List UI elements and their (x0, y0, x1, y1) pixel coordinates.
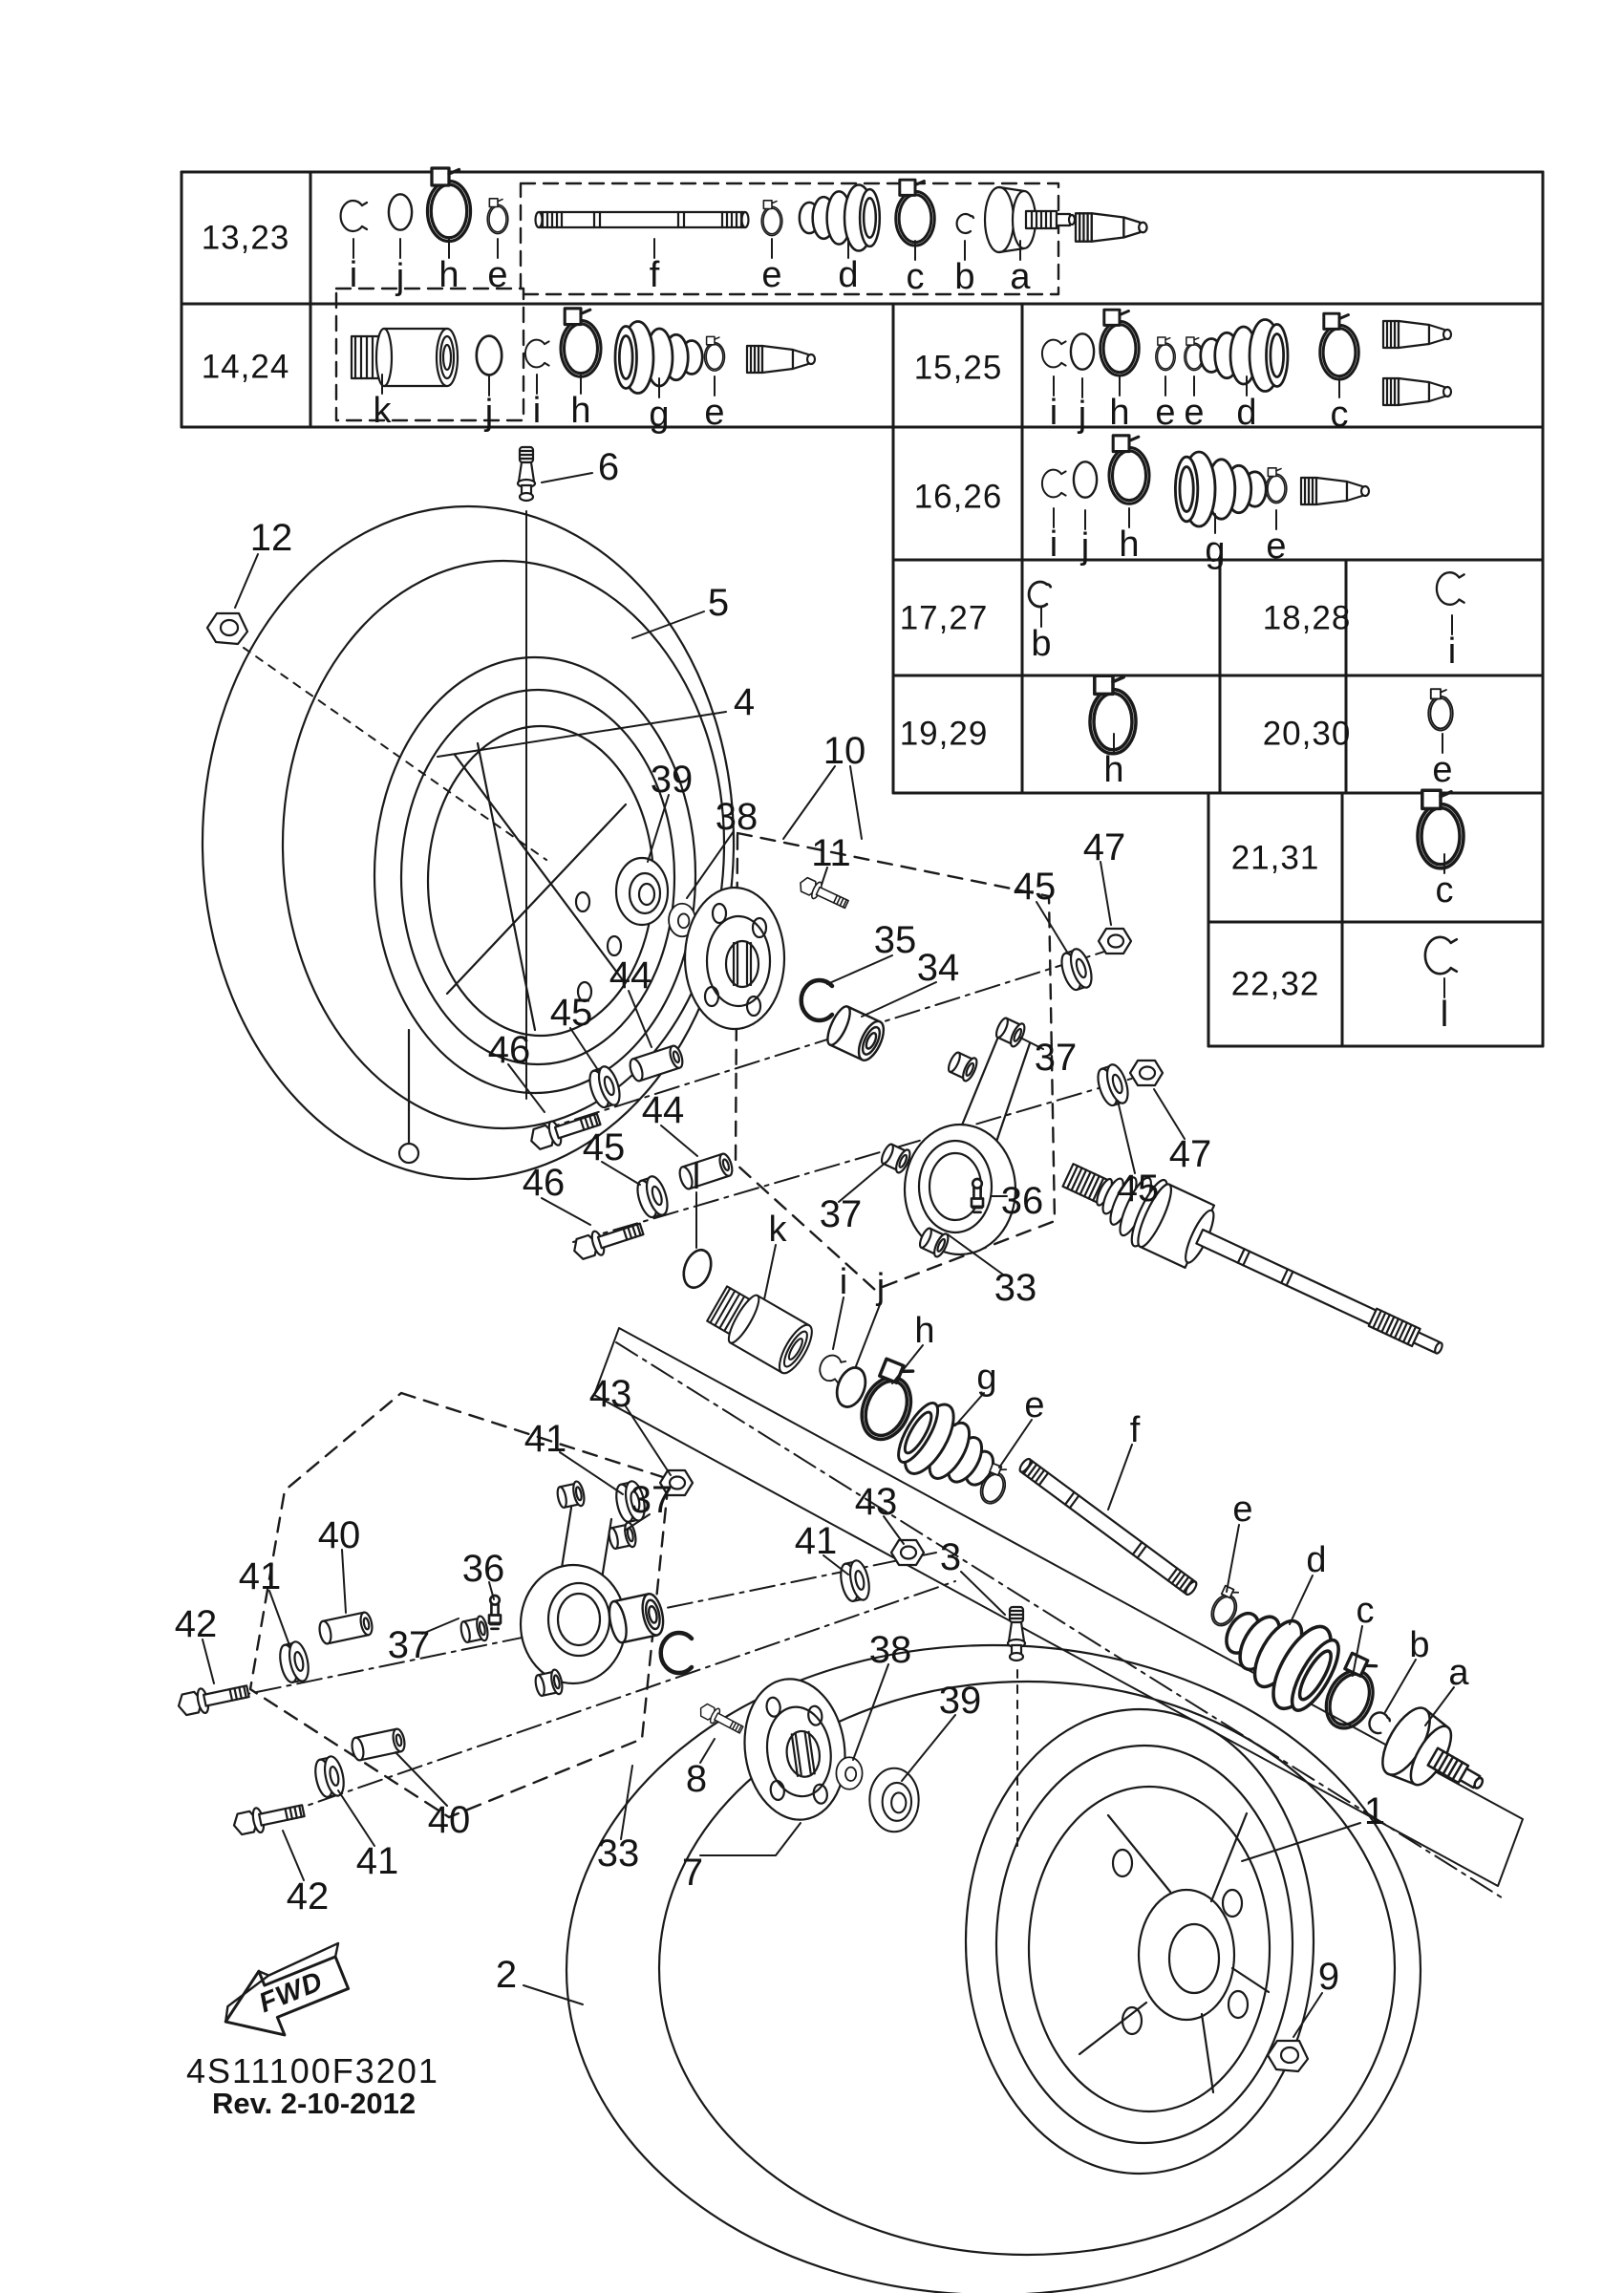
callout-35: 35 (873, 919, 917, 961)
part-letter-c: c (1356, 1591, 1375, 1631)
part-letter-e: e (704, 393, 725, 433)
part-letter-h: h (1103, 750, 1124, 790)
part-letter-h: h (914, 1311, 935, 1351)
part-letter-e: e (1266, 526, 1287, 567)
callout-11: 11 (811, 832, 851, 874)
part-letter-d: d (838, 255, 859, 295)
callout-33: 33 (596, 1832, 640, 1875)
part-code: 4S11100F3201 (186, 2051, 439, 2090)
callout-46: 46 (522, 1162, 566, 1204)
part-letter-c: c (906, 257, 925, 297)
callout-44: 44 (609, 954, 652, 996)
part-letter-j: j (1078, 395, 1087, 435)
fwd-label: FWD (254, 1965, 328, 2020)
table-cell-20-30: 20,30 (1262, 715, 1352, 753)
part-letter-g: g (976, 1358, 997, 1398)
part-letter-e: e (1432, 750, 1453, 790)
callout-42: 42 (174, 1603, 218, 1645)
callout-36: 36 (1000, 1180, 1044, 1222)
part-letter-j: j (484, 393, 494, 433)
callout-45: 45 (1013, 866, 1057, 908)
callout-8: 8 (685, 1758, 708, 1800)
part-letter-a: a (1010, 257, 1031, 297)
callout-38: 38 (715, 796, 759, 838)
callout-43: 43 (854, 1481, 898, 1523)
callout-2: 2 (495, 1954, 518, 1996)
part-letter-h: h (570, 391, 591, 431)
callout-9: 9 (1317, 1956, 1340, 1998)
table-cell-15-25: 15,25 (913, 349, 1003, 387)
callout-10: 10 (823, 730, 866, 772)
part-letter-g: g (1205, 530, 1226, 570)
callout-6: 6 (597, 446, 620, 488)
callout-39: 39 (938, 1680, 982, 1722)
table-cell-18-28: 18,28 (1262, 599, 1352, 637)
part-letter-j: j (395, 257, 405, 297)
callout-41: 41 (524, 1418, 567, 1460)
table-cell-21-31: 21,31 (1230, 839, 1320, 877)
callout-37: 37 (630, 1479, 673, 1521)
callout-1: 1 (1363, 1790, 1386, 1832)
table-cell-14-24: 14,24 (201, 348, 290, 386)
callout-12: 12 (249, 517, 293, 559)
part-letter-i: i (1447, 632, 1457, 672)
part-letter-i: i (349, 255, 358, 295)
part-letter-h: h (1109, 393, 1130, 433)
callout-37: 37 (1034, 1037, 1078, 1079)
part-letter-l: l (692, 1157, 701, 1197)
callout-4: 4 (733, 681, 756, 723)
part-letter-d: d (1306, 1540, 1327, 1580)
part-letter-h: h (438, 255, 459, 295)
part-letter-l: l (1440, 995, 1449, 1035)
part-letter-j: j (876, 1267, 886, 1307)
callout-34: 34 (916, 947, 960, 989)
table-cell-22-32: 22,32 (1230, 965, 1320, 1003)
callout-40: 40 (317, 1514, 361, 1556)
callout-44: 44 (641, 1089, 685, 1131)
upper-hub-assembly (207, 447, 1163, 1263)
part-letter-i: i (839, 1262, 848, 1302)
part-letter-c: c (1435, 870, 1454, 911)
part-letter-e: e (761, 255, 782, 295)
callout-45: 45 (549, 992, 593, 1034)
part-letter-e: e (487, 255, 508, 295)
assembled-axle (1053, 1143, 1457, 1382)
callout-38: 38 (868, 1629, 912, 1671)
callout-7: 7 (681, 1852, 704, 1894)
callout-36: 36 (461, 1548, 505, 1590)
rear-wheel-illustration (566, 1645, 1421, 2293)
part-letter-j: j (1080, 526, 1090, 567)
callout-37: 37 (387, 1624, 431, 1666)
part-letter-k: k (768, 1210, 787, 1250)
table-cell-16-26: 16,26 (913, 478, 1003, 516)
part-letter-b: b (1031, 624, 1052, 664)
callout-41: 41 (794, 1520, 838, 1562)
callout-33: 33 (994, 1267, 1037, 1309)
part-letter-e: e (1232, 1489, 1253, 1530)
callout-39: 39 (650, 759, 694, 801)
part-letter-b: b (1409, 1625, 1430, 1665)
callout-5: 5 (707, 582, 730, 624)
part-letter-e: e (1155, 393, 1176, 433)
callout-45: 45 (1116, 1168, 1160, 1210)
part-letter-e: e (1184, 393, 1205, 433)
part-letter-i: i (532, 391, 542, 431)
callout-47: 47 (1168, 1133, 1212, 1175)
part-letter-g: g (649, 395, 670, 435)
callout-47: 47 (1082, 826, 1126, 868)
callout-46: 46 (487, 1029, 531, 1071)
callout-41: 41 (355, 1840, 399, 1882)
part-letter-i: i (1049, 393, 1058, 433)
revision-date: Rev. 2-10-2012 (212, 2087, 417, 2120)
part-letter-c: c (1330, 395, 1349, 435)
part-letter-e: e (1024, 1385, 1045, 1425)
callout-42: 42 (286, 1875, 330, 1918)
callout-40: 40 (427, 1799, 471, 1841)
part-letter-f: f (649, 255, 660, 295)
part-letter-b: b (954, 257, 975, 297)
table-cell-19-29: 19,29 (899, 715, 989, 753)
part-letter-k: k (373, 391, 392, 431)
part-letter-h: h (1119, 525, 1140, 565)
callout-45: 45 (582, 1126, 626, 1168)
part-letter-a: a (1448, 1653, 1469, 1693)
part-letter-f: f (1129, 1410, 1141, 1450)
callout-43: 43 (588, 1373, 632, 1415)
part-letter-i: i (1049, 525, 1058, 565)
part-letter-d: d (1236, 393, 1257, 433)
table-cell-17-27: 17,27 (899, 599, 989, 637)
callout-37: 37 (819, 1193, 863, 1235)
callout-41: 41 (238, 1555, 282, 1597)
callout-3: 3 (939, 1536, 962, 1578)
table-cell-13-23: 13,23 (201, 219, 290, 257)
